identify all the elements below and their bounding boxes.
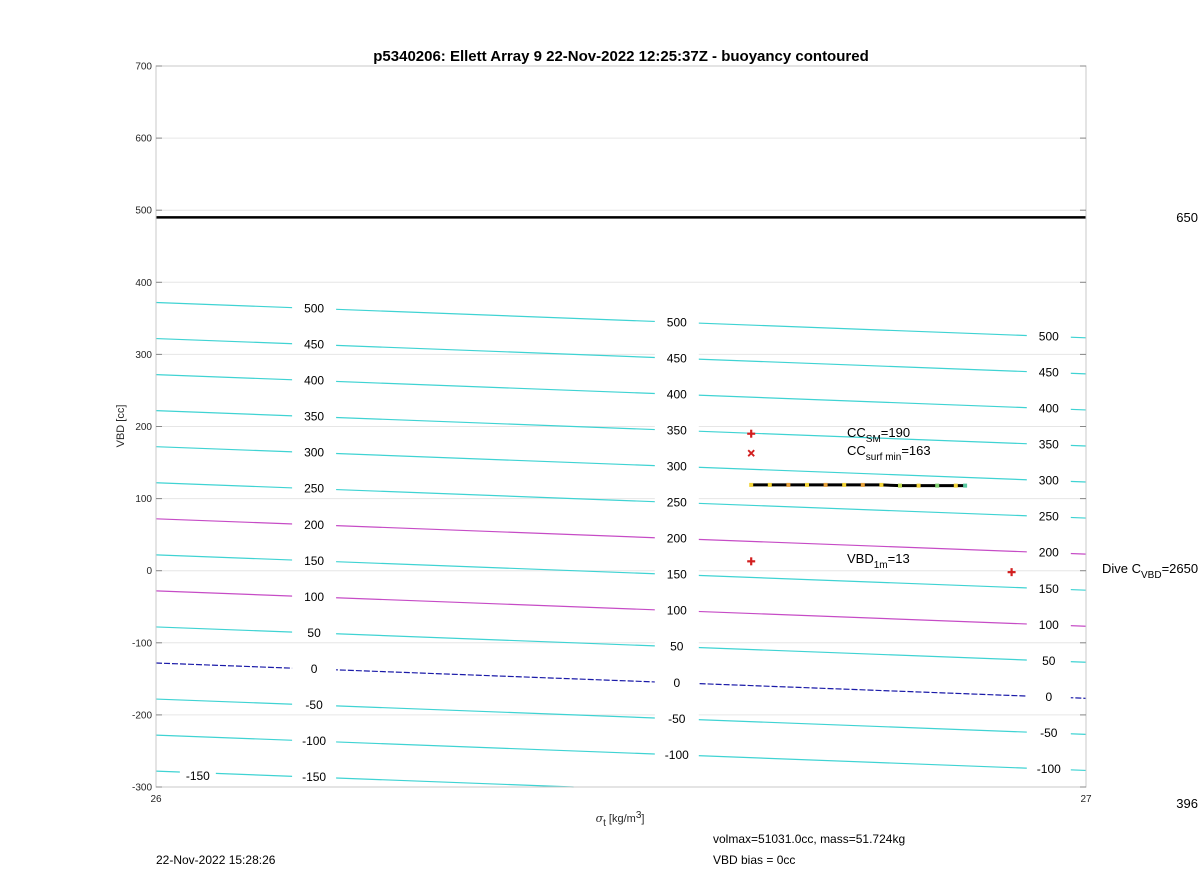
cc-sm-sub: SM [865,434,881,445]
contour-label: 450 [1038,365,1059,380]
y-tick-label: 700 [135,61,152,73]
vbd-1m-annotation [847,551,910,571]
dive-track-point [954,484,958,488]
contour-label: 200 [304,517,325,532]
x-axis-units: [kg/m [605,813,636,825]
dive-track-point [861,483,865,487]
dive-c-vbd-marker [1008,568,1016,576]
cc-sm-annotation [847,425,910,445]
contour-label: 150 [1038,581,1059,596]
contour-label: -100 [302,734,327,749]
dive-c-vbd-main: Dive C [1102,561,1142,576]
footer-timestamp: 22-Nov-2022 15:28:26 [156,853,276,867]
right-top-label: 650 [1176,210,1198,225]
y-tick-label: 0 [146,566,152,578]
dive-track-point [842,483,846,487]
contour-label: 450 [304,337,325,352]
x-tick-label: 26 [150,794,162,805]
vbd-1m-sub: 1m [873,560,888,571]
contour-label: -50 [668,711,686,726]
contour-label: 150 [666,567,687,582]
dive-track-point [749,483,753,487]
y-tick-label: 400 [135,277,152,289]
cc-surf-min-marker [748,450,754,456]
contour-label: 350 [304,409,325,424]
contour-label: 0 [673,675,681,690]
cc-surf-min-sub: surf min [865,452,902,463]
dive-track-line [751,485,965,486]
contour-label: 250 [666,495,687,510]
vbd-1m-value: =13 [887,551,910,566]
y-tick-label: 300 [135,349,152,361]
contour-label: -100 [1036,762,1061,777]
x-axis-sup: 3 [635,810,642,821]
contour-label: 50 [1042,653,1056,668]
footer-volmax: volmax=51031.0cc, mass=51.724kg [713,832,906,846]
x-axis-sub: t [603,818,606,829]
contour-label: 500 [1038,329,1059,344]
contour-label: -50 [1040,725,1058,740]
dive-track-point [768,483,772,487]
dive-track-point [963,484,967,488]
contour-label: -150 [302,770,327,785]
contour-label: 500 [304,301,325,316]
y-axis-label: VBD [cc] [115,404,127,448]
contour-label: -50 [305,698,323,713]
vbd-1m-marker [747,557,755,565]
contour-label: 450 [666,351,687,366]
x-tick-label: 27 [1080,794,1092,805]
contour-label: 350 [1038,437,1059,452]
contour-label: 350 [666,423,687,438]
contour-label: 50 [670,639,684,654]
dive-c-vbd-value: =2650 [1161,561,1199,576]
contour-label: 400 [304,373,325,388]
dive-c-vbd-sub: VBD [1141,570,1162,581]
contour-label: 0 [310,661,318,676]
cc-surf-min-main: CC [847,443,866,458]
grid-layer [156,66,1086,787]
contour-label: 300 [1038,473,1059,488]
contour-label: 250 [1038,509,1059,524]
contour-label: 200 [1038,545,1059,560]
contour-label: 50 [307,625,321,640]
contour-label: 400 [666,387,687,402]
contour-label: 0 [1045,689,1053,704]
contour-label: 300 [666,459,687,474]
y-tick-label: -200 [131,710,152,722]
contour-label: 250 [304,481,325,496]
dive-track-point [917,484,921,488]
right-bottom-label: 396 [1176,796,1198,811]
contour-layer [156,300,1086,787]
contour-label: -100 [664,747,689,762]
y-tick-label: -300 [131,782,152,794]
contour-label: -150 [185,769,210,784]
contour-label: 200 [666,531,687,546]
dive-track-point [935,484,939,488]
dive-track-layer [749,483,967,488]
x-axis-label [596,810,645,829]
cc-sm-main: CC [847,425,866,440]
y-tick-label: 600 [135,133,152,145]
dive-track-point [879,483,883,487]
contour-label: 500 [666,315,687,330]
dive-c-vbd-annotation [1102,561,1198,581]
contour-line [156,771,574,787]
y-tick-label: 200 [135,422,152,433]
y-tick-label: 100 [135,494,152,506]
contour-label: 100 [666,603,687,618]
dive-track-point [824,483,828,487]
vbd-1m-main: VBD [847,551,874,566]
cc-sm-marker [747,430,755,438]
y-tick-label: -100 [131,638,152,650]
contour-label: 400 [1038,401,1059,416]
contour-label: 150 [304,553,325,568]
cc-sm-value: =190 [880,425,911,440]
y-tick-label: 500 [135,205,152,217]
contour-label: 100 [1038,617,1059,632]
dive-track-point [898,484,902,488]
dive-track-point [805,483,809,487]
x-axis-symbol: σ [595,812,604,825]
cc-surf-min-annotation [847,443,931,463]
dive-track-point [786,483,790,487]
chart-title: p5340206: Ellett Array 9 22-Nov-2022 12:25:37Z - buoyancy contoured [373,48,869,65]
footer-vbd-bias: VBD bias = 0cc [713,853,796,867]
contour-label: 300 [304,445,325,460]
cc-surf-min-value: =163 [901,443,931,458]
contour-label: 100 [304,589,325,604]
x-axis-close: ] [641,813,645,825]
